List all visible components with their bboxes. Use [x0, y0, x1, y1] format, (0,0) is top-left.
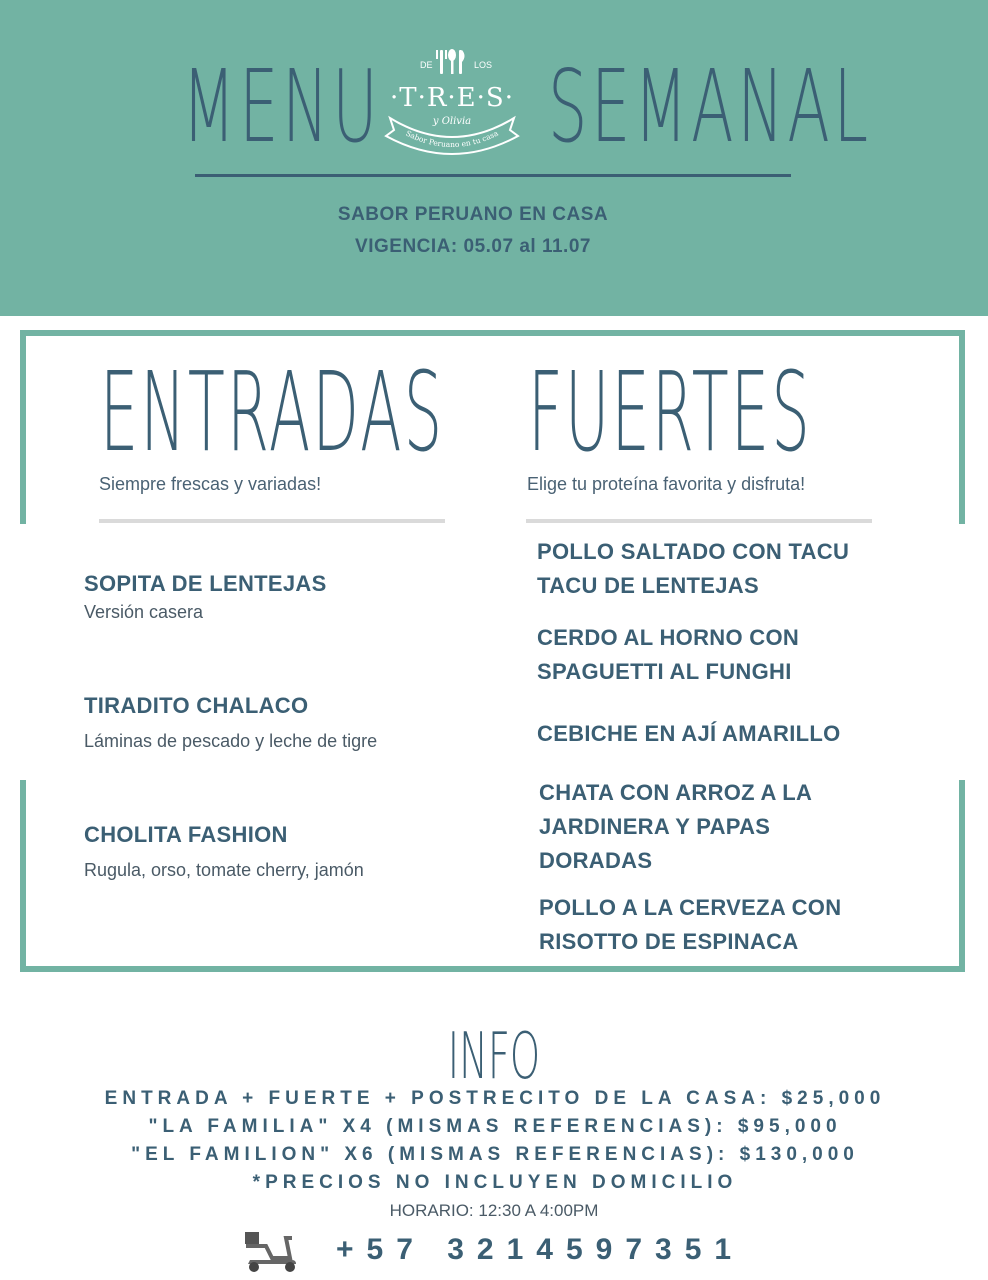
logo-text-de: DE — [420, 60, 433, 70]
fuerte-line: CHATA CON ARROZ A LA — [539, 780, 813, 805]
frame-top — [20, 330, 965, 336]
entradas-subtitle: Siempre frescas y variadas! — [99, 474, 322, 494]
fuerte-line: POLLO SALTADO CON TACU — [537, 539, 850, 564]
phone-number[interactable]: +57 3214597351 — [336, 1233, 745, 1266]
logo-graphic — [384, 44, 520, 162]
entrada-name: TIRADITO CHALACO — [84, 693, 309, 718]
fuerte-line: TACU DE LENTEJAS — [537, 573, 759, 598]
info-hours: HORARIO: 12:30 A 4:00PM — [389, 1201, 599, 1220]
fuerte-line: POLLO A LA CERVEZA CON — [539, 895, 842, 920]
fuerte-line: CEBICHE EN AJÍ AMARILLO — [537, 721, 841, 746]
logo-ribbon-text: Sabor Peruano en tu casa — [404, 128, 500, 150]
title-semanal: SEMANAL — [548, 48, 872, 165]
info-note: *PRECIOS NO INCLUYEN DOMICILIO — [252, 1172, 738, 1193]
fuertes-divider — [526, 519, 872, 523]
frame-right-bottom — [959, 780, 965, 972]
fuertes-subtitle: Elige tu proteína favorita y disfruta! — [527, 474, 806, 494]
fuerte-line: SPAGUETTI AL FUNGHI — [537, 659, 792, 684]
logo-text-tres: ·T·R·E·S· — [389, 83, 515, 113]
fuerte-line: DORADAS — [539, 848, 653, 873]
header-subtitle: SABOR PERUANO EN CASA — [337, 204, 609, 225]
info-title-wrap — [0, 1020, 988, 1094]
entrada-desc: Rugula, orso, tomate cherry, jamón — [84, 860, 364, 880]
frame-left-bottom — [20, 780, 26, 972]
title-underline — [195, 174, 791, 177]
logo-text-los: LOS — [474, 60, 493, 70]
fuerte-line: RISOTTO DE ESPINACA — [539, 929, 799, 954]
frame-right-top — [959, 330, 965, 524]
frame-left-top — [20, 330, 26, 524]
entradas-divider — [99, 519, 445, 523]
delivery-scooter-icon — [242, 1228, 302, 1274]
info-title: INFO — [447, 1020, 541, 1094]
logo — [384, 44, 520, 162]
cutlery-icon — [436, 49, 465, 74]
fuerte-line: CERDO AL HORNO CON — [537, 625, 800, 650]
entrada-desc: Versión casera — [84, 602, 204, 622]
frame-bottom — [20, 966, 965, 972]
fuertes-title: FUERTES — [528, 348, 812, 476]
logo-text-script: y Olivia — [432, 116, 472, 127]
info-price-line: "EL FAMILION" X6 (MISMAS REFERENCIAS): $130,000 — [131, 1144, 859, 1165]
entrada-name: CHOLITA FASHION — [84, 822, 288, 847]
fuerte-line: JARDINERA Y PAPAS — [539, 814, 771, 839]
info-price-line: ENTRADA + FUERTE + POSTRECITO DE LA CASA: $25,000 — [104, 1088, 886, 1109]
entrada-name: SOPITA DE LENTEJAS — [84, 571, 327, 596]
entradas-title: ENTRADAS — [100, 348, 445, 476]
title-menu: MENU — [182, 48, 382, 165]
entrada-desc: Láminas de pescado y leche de tigre — [84, 731, 378, 751]
info-price-line: "LA FAMILIA" X4 (MISMAS REFERENCIAS): $95,000 — [148, 1116, 842, 1137]
header-validity: VIGENCIA: 05.07 al 11.07 — [355, 236, 591, 257]
